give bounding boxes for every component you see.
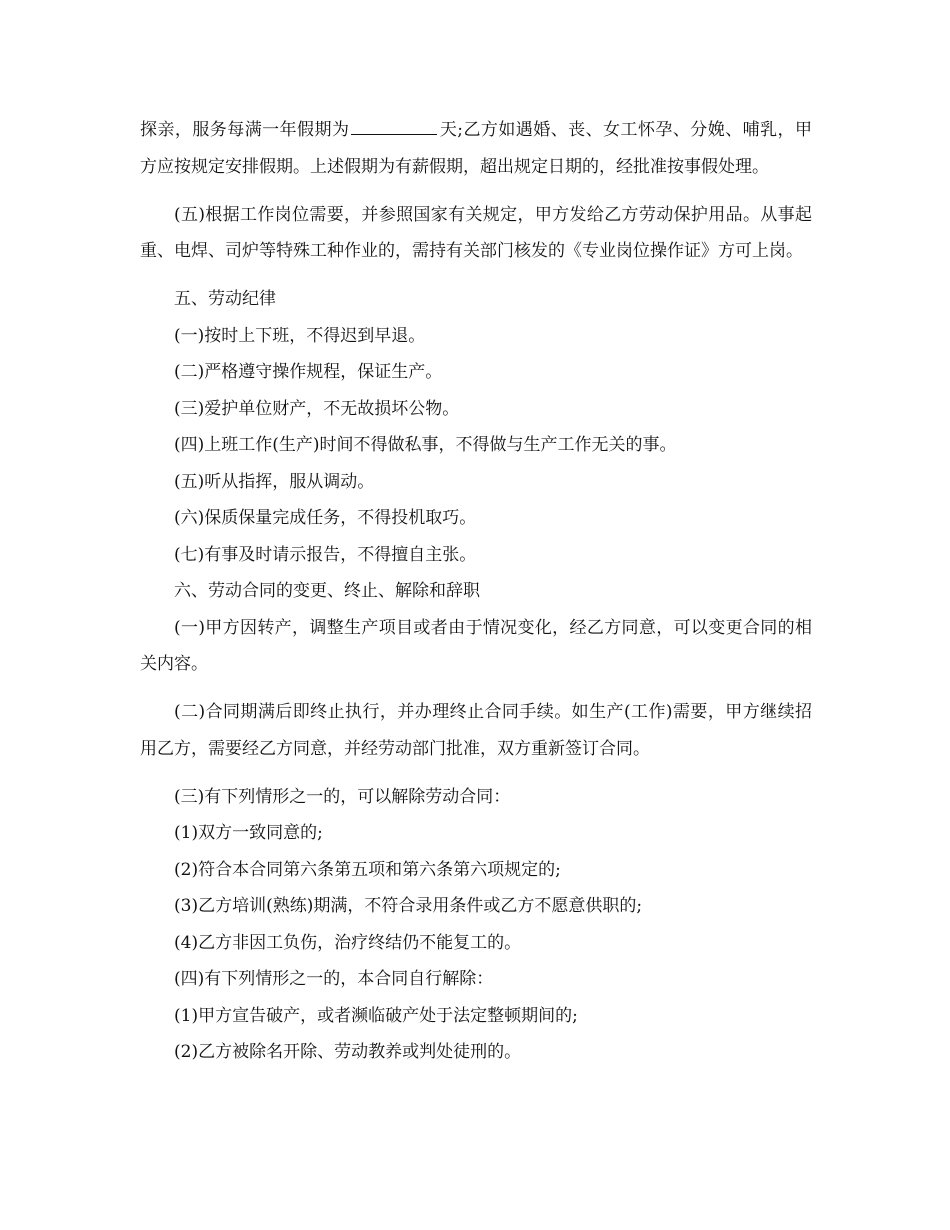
document-body <box>140 112 812 1071</box>
discipline-item: (四)上班工作(生产)时间不得做私事，不得做与生产工作无关的事。 <box>174 435 677 455</box>
paragraph-contract-change: (一)甲方因转产，调整生产项目或者由于情况变化，经乙方同意，可以变更合同的相关内容。 <box>140 617 812 674</box>
leave-text-end: 天;乙方如遇婚、丧、女工怀孕、分娩、哺乳，甲方应按规定安排假期。上述假期为有薪假期，超出规定日期的，经批准按事假处理。 <box>140 120 812 177</box>
automatic-termination-item: (1)甲方宣告破产，或者濒临破产处于法定整顿期间的; <box>174 1005 578 1026</box>
termination-condition-item: (2)符合本合同第六条第五项和第六条第六项规定的; <box>174 859 561 880</box>
automatic-termination-item: (2)乙方被除名开除、劳动教养或判处徒刑的。 <box>174 1042 522 1062</box>
paragraph-protective-equipment: (五)根据工作岗位需要，并参照国家有关规定，甲方发给乙方劳动保护用品。从事起重、电焊、司炉等特殊工种作业的，需持有关部门核发的《专业岗位操作证》方可上岗。 <box>140 204 812 261</box>
paragraph-automatic-termination: (四)有下列情形之一的，本合同自行解除： <box>174 969 494 989</box>
fill-in-blank-days <box>351 116 437 135</box>
discipline-item: (五)听从指挥，服从调动。 <box>174 471 375 492</box>
leave-text-start: 探亲，服务每满一年假期为 <box>140 120 350 140</box>
termination-condition-item: (1)双方一致同意的; <box>174 823 323 843</box>
discipline-item: (六)保质保量完成任务，不得投机取巧。 <box>174 508 477 528</box>
paragraph-leave-continuation <box>140 112 812 185</box>
discipline-item: (三)爱护单位财产，不无故损坏公物。 <box>174 398 460 419</box>
termination-condition-item: (3)乙方培训(熟练)期满，不符合录用条件或乙方不愿意供职的; <box>174 896 643 916</box>
termination-condition-item: (4)乙方非因工负伤，治疗终结仍不能复工的。 <box>174 932 522 953</box>
discipline-item: (七)有事及时请示报告，不得擅自主张。 <box>174 544 477 565</box>
discipline-item: (二)严格遵守操作规程，保证生产。 <box>174 362 443 382</box>
discipline-item: (一)按时上下班，不得迟到早退。 <box>174 325 426 346</box>
paragraph-contract-expiry: (二)合同期满后即终止执行，并办理终止合同手续。如生产(工作)需要，甲方继续招用乙方，需要经乙方同意，并经劳动部门批准，双方重新签订合同。 <box>140 702 812 759</box>
section-heading-labor-discipline: 五、劳动纪律 <box>174 289 276 309</box>
section-heading-contract-changes: 六、劳动合同的变更、终止、解除和辞职 <box>174 581 480 601</box>
paragraph-termination-conditions: (三)有下列情形之一的，可以解除劳动合同： <box>174 786 511 807</box>
